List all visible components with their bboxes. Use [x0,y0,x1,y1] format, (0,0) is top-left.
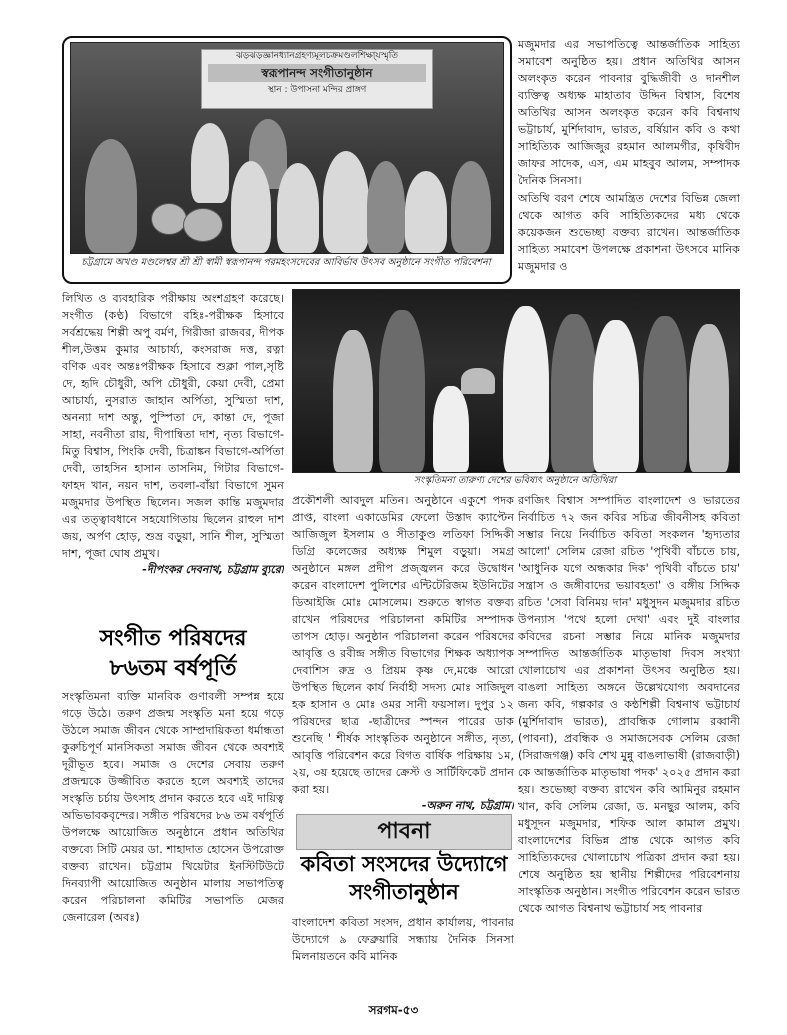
article-right-top [518,36,740,286]
tabla-drum [183,208,223,242]
paragraph: সংস্কৃতিমনা ব্যক্তি মানবিক গুণাবলী সম্পন্ন হয়ে গড়ে উঠে। তরুণ প্রজন্ম সংস্কৃতি মনা হয়ে গড়ে উঠলে সমাজ জীবন থেকে সাম্প্রদায়িকতা ধর্মান্ধতা কুরুচিপূর্ণ মানসিকতা সমাজ জীবন থেকে অবশ্যই দূরীভূত হবে। সমাজ ও দেশের সেবায় তরুণ প্রজন্মকে উজ্জীবিত করতে হলে অবশ্যই তাদের সংস্কৃতি চর্চায় উৎসাহ প্রদান করতে হবে এই দায়িত্ব অভিভাবকবৃন্দের। সঙ্গীত পরিষদের ৮৬ তম বর্ষপূর্তি উপলক্ষে আয়োজিত অনুষ্ঠানে প্রধান অতিথির বক্তব্যে সিটি মেয়র ডা. শাহাদাত হোসেন উপরোক্ত বক্তব্য রাখেন। চট্টগ্রাম থিয়েটার ইনস্টিটিউটে দিনব্যাপী আয়োজিত অনুষ্ঠান মালায় সভাপতিত্ব করেন পরিচালনা কমিটির সভাপতি মেজর জেনারেল (অবঃ) [62,690,284,924]
tabla-drum [151,203,187,235]
paragraph: অতিথি বরণ শেষে আমন্ত্রিত দেশের বিভিন্ন জেলা থেকে আগত কবি সাহিত্যিকদের মধ্য থেকে কয়েকজন শুভেচ্ছা বক্তব্য রাখেন। আন্তর্জাতিক সাহিত্য সমাবেশ উপলক্ষে প্রকাশনা উৎসবে মানিক মজুমদার ও [518,192,740,273]
banner-line-3: স্থান : উপাসনা মন্দির প্রাঙ্গণ [267,85,367,95]
paragraph: মজুমদার এর সভাপতিত্বে আন্তর্জাতিক সাহিত্য সমাবেশ অনুষ্ঠিত হয়। প্রধান অতিথির আসন অলংকৃত করেন পাবনার বুদ্ধিজীবী ও দানশীল ব্যক্তিত্ব অধ্যক্ষ মাহাতাব উদ্দিন বিশ্বাস, বিশেষ অতিথির আসন অলংকৃত করেন কবি বিশ্বনাথ ভট্টাচার্য, মুর্শিদাবাদ, ভারত, বর্ষিয়ান কবি ও কথা সাহিত্যিক আজিজুর রহমান আলমগীর, কৃষিবীদ জাফর সাদেক, এস, এম মাহবুব আলম, সম্পাদক দৈনিক সিনসা। [518,38,740,187]
pabna-headline: কবিতা সংসদের উদ্যোগে সংগীতানুষ্ঠান [300,852,508,904]
music-performance-photo [70,42,504,254]
photo-caption-award: সংস্কৃতিমনা তারুণ্য দেশের ভবিষ্যৎ অনুষ্ঠানে অতিথিরা [413,475,617,486]
performer-figure [191,123,229,203]
page-number: সরগম-৫৩ [368,1003,419,1017]
performer-figure [451,161,491,253]
guest-figure [593,320,639,472]
performer-figure [323,151,369,253]
paragraph: রণজিৎ বিশ্বাস সম্পাদিত বাংলাদেশ ও ভারতের নির্বাচিত ৭২ জন কবির সচিত্র জীবনীসহ কবিতা সম্ভার নিয়ে নির্বাচিত কবিতা সংকলন 'হৃদ্যতার আলো' সেলিম রেজা রচিত 'পৃথিবী বাঁচতে চায়, 'আধুনিক যগে অন্ধকার দিক' পৃথিবী বাঁচতে চায়' সন্ত্রাস ও জঙ্গীবাদের ভয়াবহতা' ও বঙ্গীয় সিদ্দিক রচিত 'সেবা বিনিময় দান' মধুসুদন মজুমদার রচিত উপন্যাস 'পথে হলো দেখা' এবং দুই বাংলার কবিদের রচনা সম্ভার নিয়ে মানিক মজুমদার সম্পাদিত আন্তর্জাতিক মাতৃভাষা দিবস সংখ্যা খোলাচোখ এর প্রকাশনা উৎসব অনুষ্ঠিত হয়। বাঙলা সাহিত্য অঙ্গনে উল্লেখযোগ্য অবদানের জন্য কবি, গল্পকার ও কন্ঠশিল্পী বিশ্বনাথ ভট্টাচার্য (মুর্শিদাবাদ ভারত), প্রাবন্ধিক গোলাম রব্বানী (পাবনা), প্রবন্ধিক ও সমাজসেবক সেলিম রেজা (সিরাজগঞ্জ) কবি শেখ মুন্নু বাঙলাভাষী (রাজবাড়ী) কে আন্তর্জাতিক মাতৃভাষা পদক' ২০২৫ প্রদান করা হয়। শুভেচ্ছা বক্তব্য রাখেন কবি আমিনুর রহমান খান, কবি সেলিম রেজা, ড. মনছুর আলম, কবি মধুসূদন মজুমদার, শফিক আল কামাল প্রমুখ। বাংলাদেশের বিভিন্ন প্রান্ত থেকে আগত কবি সাহিত্যিকদের খোলাচোখ পত্রিকা প্রদান করা হয়। শেষে অনুষ্ঠিত হয় স্থানীয় শিল্পীদের পরিবেশনায় সাংস্কৃতিক অনুষ্ঠান। সংগীত পরিবেশন করেন ভারত থেকে আগত বিশ্বনাথ ভট্টাচার্য সহ পাবনার [518,494,740,915]
photo-caption-music: চট্টগ্রামে অখণ্ড মণ্ডলেশ্বর শ্রী শ্রী স্বামী স্বরূপানন্দ পরমহংসদেবের আবির্ভাব উৎসব অনুষ্ঠানে সংগীত পরিবেশনা [81,257,491,268]
banner-line-1: ঝড়ঝড়জ্ঞানধ্যানগ্রহণ্যমূলচক্রমণ্ডলশিক্ষা্যস্মৃতি [235,51,399,61]
guest-figure [643,316,687,472]
paragraph: প্রকৌশলী আবদুল মতিন। অনুষ্ঠানে একুশে পদক প্রাপ্ত, বাংলা একাডেমির ফেলো উস্তাদ ক্যাপ্টেন আজিজুল ইসলাম ও সীতাকুণ্ড লতিফা সিদ্দিকী ডিগ্রি কলেজের অধ্যক্ষ শিমুল বড়ুয়া। সমগ্র অনুষ্ঠানে মঙ্গল প্রদীপ প্রজ্জ্বলন করে উদ্বোধন করেন বাংলাদেশ পুলিশের এন্টিটেরিজম ইউনিটের ডিআইজি মোঃ মোসলেম। শুরুতে স্বাগত বক্তব্য রাখেন পরিষদের পরিচালনা কমিটির সম্পাদক তাপস হোড়। অনুষ্ঠান পরিচালনা করেন পরিষদের আবৃত্তি ও রবীন্দ্র সঙ্গীত বিভাগের শিক্ষক অধ্যাপক দেবাশিস রুদ্র ও প্রিয়ম কৃষ্ণ দে,মঞ্চে আরো উপস্থিত ছিলেন কার্য নির্বাহী সদস্য মোঃ সাজিদুল হক হাসান ও মোঃ ওমর সানী ফয়সাল। দুপুর ১২ পরিষদের ছাত্র -ছাত্রীদের স্পন্দন পারের ডাক শুনেছি ' শীর্ষক সাংস্কৃতিক অনুষ্ঠানে সঙ্গীত, নৃত্য, আবৃত্তি পরিবেশন করে বিগত বার্ষিক পরিক্ষায় ১ম, ২য়, ৩য় হয়েছে তাদের ক্রেস্ট ও সার্টিফিকেট প্রদান করা হয়। [292,494,514,796]
banner-title: স্বরূপানন্দ সংগীতানুষ্ঠান [208,64,426,82]
performer-figure [231,161,271,253]
guest-figure [379,310,425,472]
article-middle [292,492,514,810]
article-right-bottom [518,492,740,994]
performer-figure [367,161,405,253]
paragraph: লিখিত ও ব্যবহারিক পরীক্ষায় অংশগ্রহণ করেছে। সংগীত (কণ্ঠ) বিভাগে বহিঃ-পরীক্ষক হিসাবে সর্বশ্রদ্ধেয় শিল্পী অপু বর্মণ, গিরীজা রাজবর, দীপক শীল,উত্তম কুমার আচার্য্য, কংসরাজ দত্ত, রত্না বণিক এবং অন্তঃপরীক্ষক হিসাবে শুক্লা পাল,সৃষ্টি দে, হৃদি চৌধুরী, অপি চৌধুরী, কেয়া দেবী, প্রেমা আচার্য্য, নুসরাত জাহান অর্পিতা, সুস্মিতা দাশ, অনন্যা দাশ অন্তু, পুস্পিতা দে, কান্তা দে, পূজা সাহা, নবনীতা রায়, দীপান্বিতা দাশ, নৃত্য বিভাগে-মিতু বিশ্বাস, পিংকি দেবী, চিত্রাঙ্কন বিভাগে-অর্পিতা দেবী, তাহসিন হাসান তাসনিম, গিটার বিভাগে-ফাহদ খান, নয়ন দাশ, তবলা-বাঁয়া বিভাগে সুমন মজুমদার উপস্থিত ছিলেন। সজল কান্তি মজুমদার এর তত্ত্বাবধানে সহযোগিতায় ছিলেন রাহুল দাশ জয়, অর্পণ হোড়, শুভ্র বড়ুয়া, সানি শীল, সুস্মিতা দাশ, পূজা ঘোষ প্রমুখ। [62,292,284,560]
guest-figure [333,330,373,472]
paragraph: বাংলাদেশ কবিতা সংসদ, প্রধান কার্যালয়, পাবনার উদ্যোগে ৯ ফেব্রুয়ারি সন্ধ্যায় দৈনিক সিনসা মিলনায়তনে কবি মানিক [292,916,514,963]
performer-figure [85,139,137,253]
guest-figure [503,306,549,472]
article-headline: সংগীত পরিষদের ৮৬তম বর্ষপূর্তি [99,626,247,681]
article-left-top [62,290,284,616]
guest-figure [689,324,729,472]
performer-figure [405,171,447,253]
certificate [461,368,495,394]
performer-figure [277,163,319,253]
child-figure [433,386,469,472]
pabna-article-body [292,914,514,994]
article-body [62,688,284,988]
award-ceremony-photo [292,289,740,473]
stage-banner [201,49,433,109]
guest-figure [551,314,597,472]
section-header-pabna: পাবনা [296,814,512,850]
byline: -অরুন নাথ, চট্টগ্রাম। [421,799,514,810]
byline: -দীপংকর দেবনাথ, চট্টগ্রাম ব্যুরো [142,563,284,576]
